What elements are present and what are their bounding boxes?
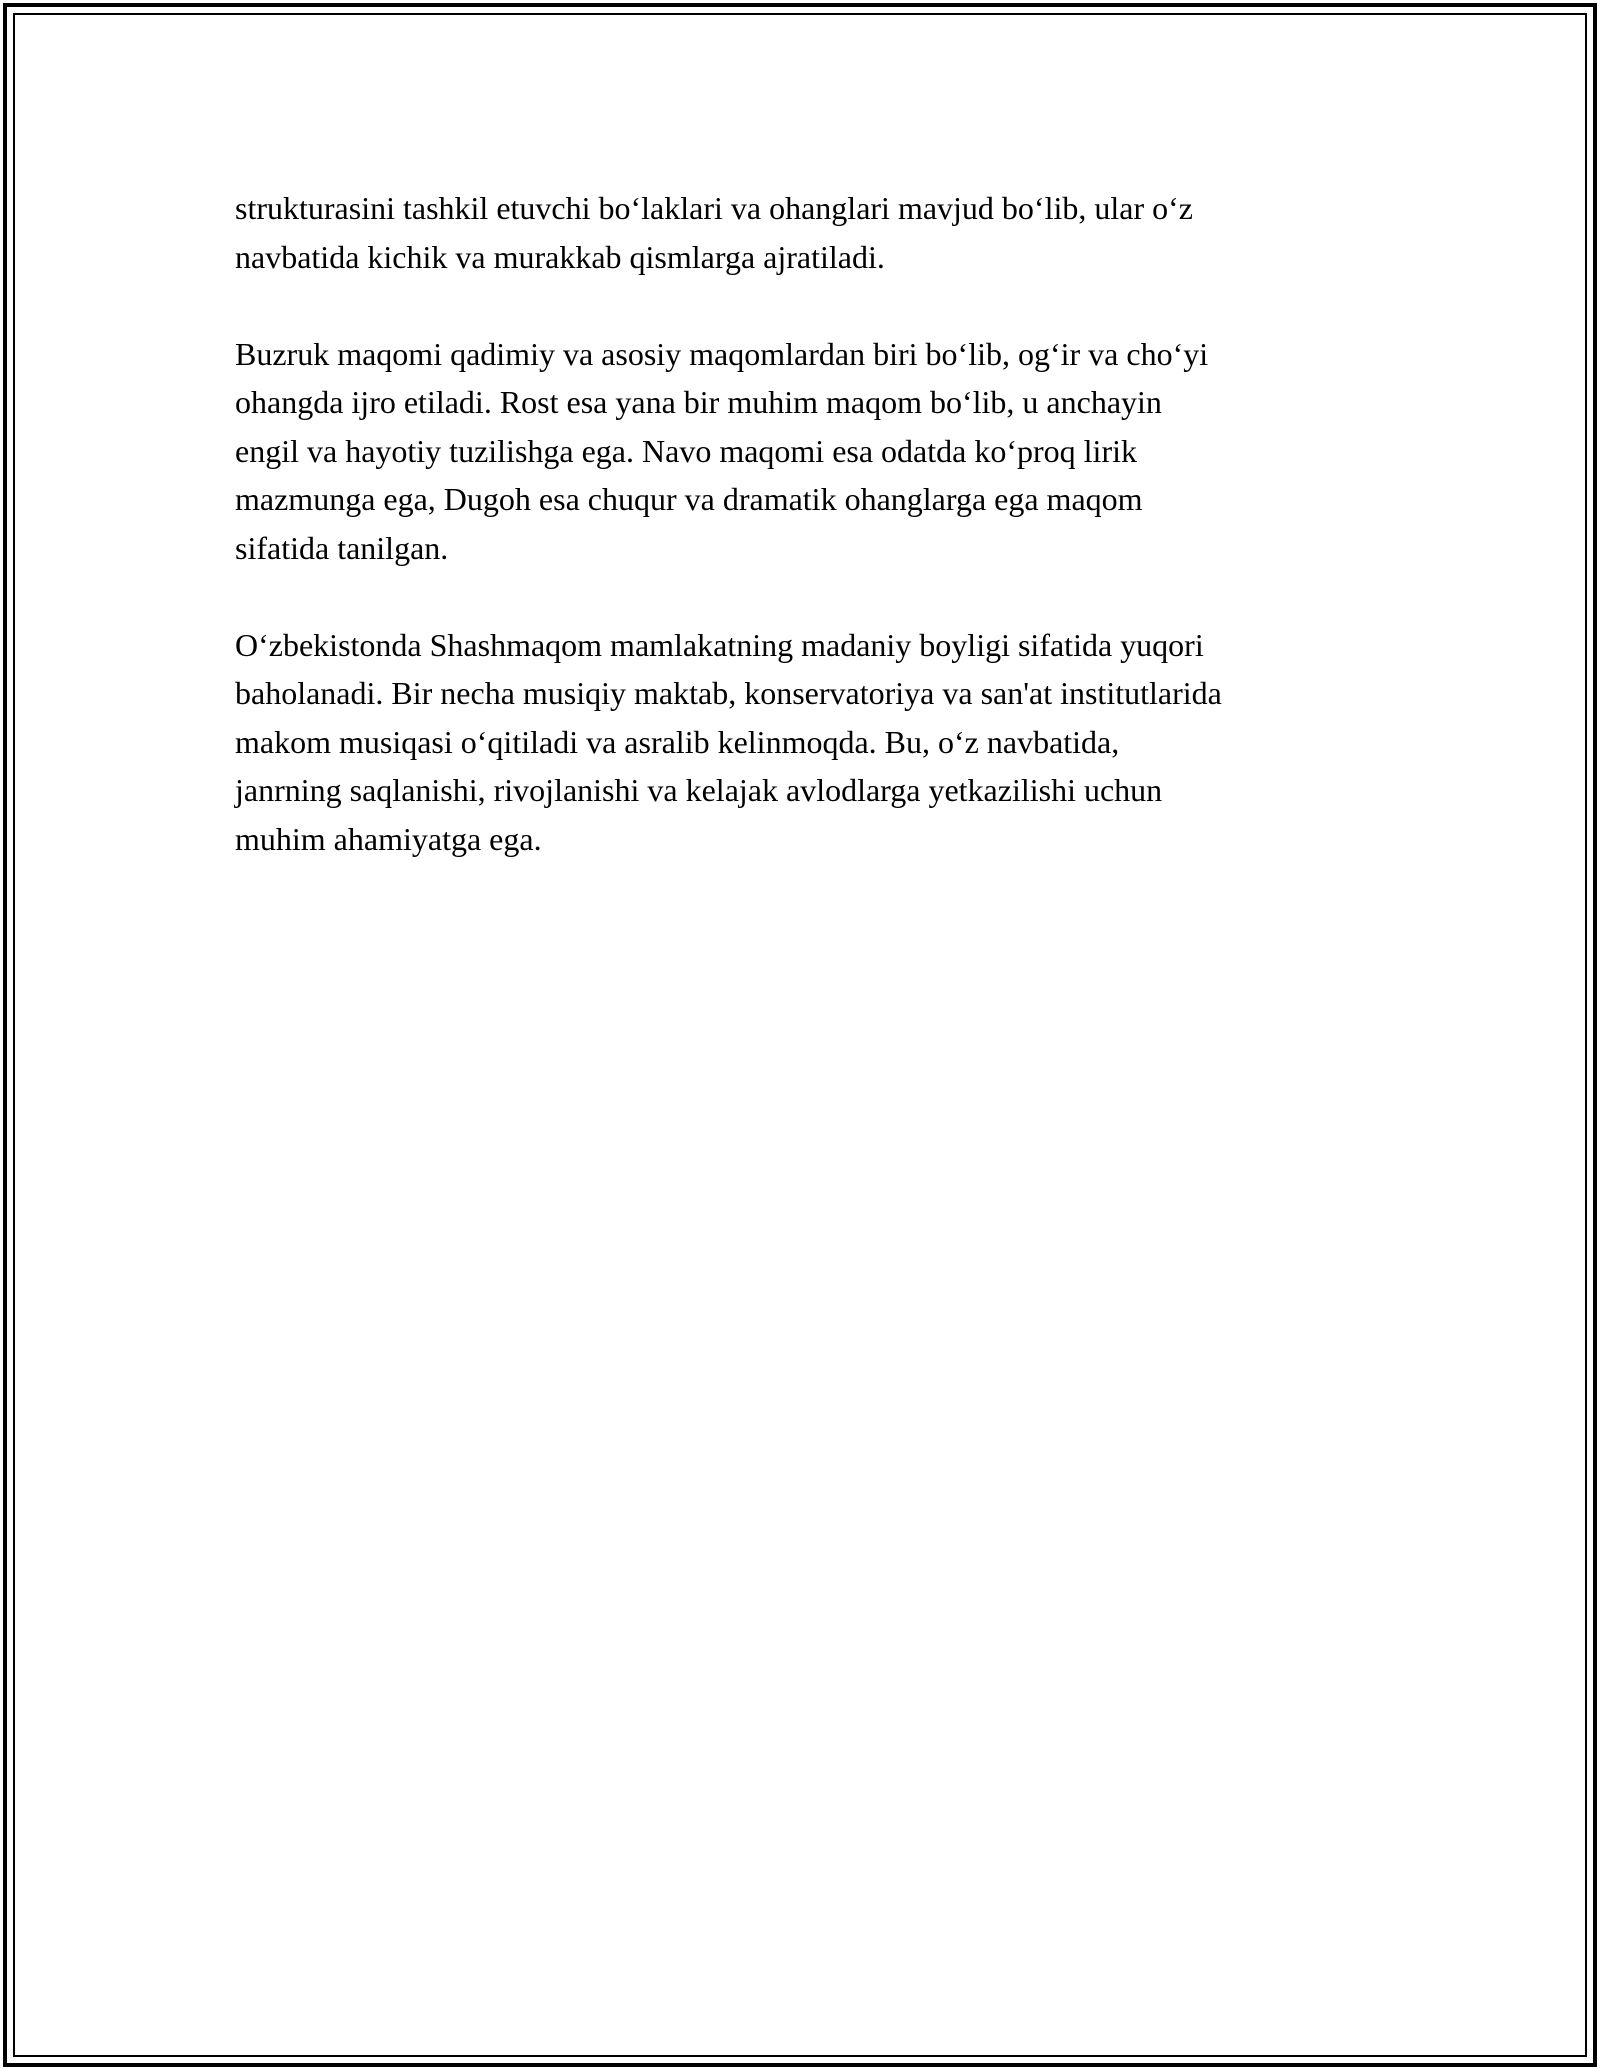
text-line: makom musiqasi oʻqitiladi va asralib kelinmoqda. Bu, oʻz navbatida, — [235, 723, 1120, 760]
text-line: Oʻzbekistonda Shashmaqom mamlakatning madaniy boyligi sifatida yuqori — [235, 626, 1204, 663]
paragraph-1 — [235, 184, 1395, 281]
paragraph-2 — [235, 330, 1395, 573]
text-line: engil va hayotiy tuzilishga ega. Navo maqomi esa odatda koʻproq lirik — [235, 432, 1137, 469]
text-line: mazmunga ega, Dugoh esa chuqur va dramatik ohanglarga ega maqom — [235, 481, 1143, 517]
text-line: navbatida kichik va murakkab qismlarga ajratiladi. — [235, 238, 885, 275]
text-line: muhim ahamiyatga ega. — [235, 820, 542, 857]
text-line: ohangda ijro etiladi. Rost esa yana bir muhim maqom boʻlib, u anchayin — [235, 384, 1162, 420]
document-body — [235, 184, 1395, 912]
text-line: baholanadi. Bir necha musiqiy maktab, konservatoriya va san'at institutlarida — [235, 675, 1222, 711]
text-line: sifatida tanilgan. — [235, 529, 449, 566]
text-line: janrning saqlanishi, rivojlanishi va kelajak avlodlarga yetkazilishi uchun — [235, 772, 1163, 808]
paragraph-3 — [235, 621, 1395, 864]
text-line: strukturasini tashkil etuvchi boʻlaklari va ohanglari mavjud boʻlib, ular oʻz — [235, 190, 1193, 226]
text-line: Buzruk maqomi qadimiy va asosiy maqomlardan biri boʻlib, ogʻir va choʻyi — [235, 335, 1209, 372]
